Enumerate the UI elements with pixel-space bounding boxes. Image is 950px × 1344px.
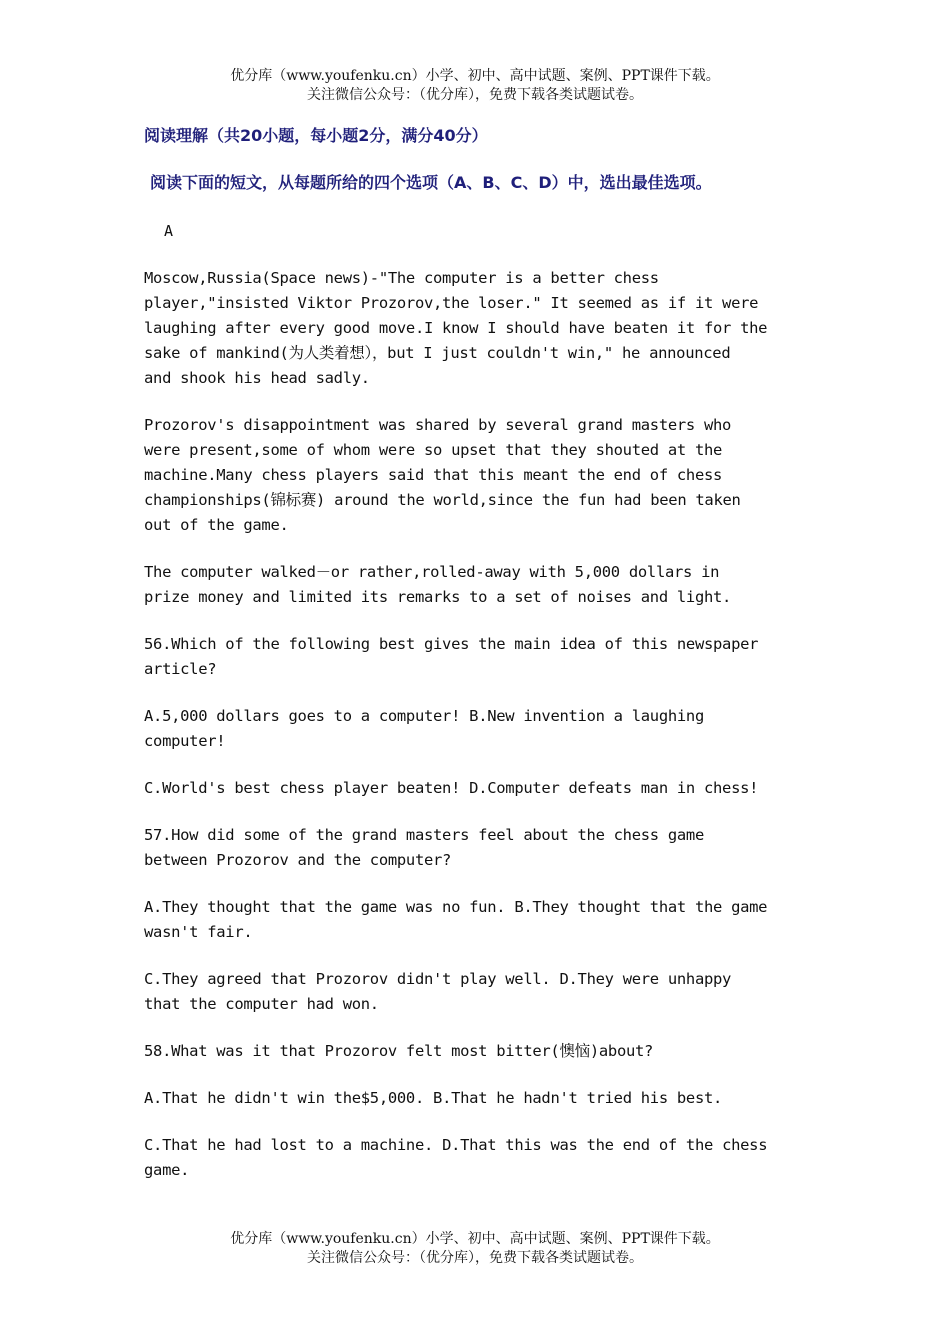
question-56-option-d[interactable]: D.Computer defeats man in chess! (469, 779, 759, 797)
passage-paragraph-3: The computer walked－or rather,rolled-away with 5,000 dollars in prize money and limited its remarks to a set of noises and light. (144, 563, 732, 606)
header-line-2: 关注微信公众号：（优分库），免费下载各类试题试卷。 (307, 87, 643, 103)
page-header (0, 67, 950, 105)
question-58-text: 58.What was it that Prozorov felt most bitter(懊恼)about? (144, 1042, 654, 1060)
question-57-options-cd (144, 967, 824, 1017)
question-57-option-b[interactable]: B.They thought that the game wasn't fair. (144, 898, 768, 941)
question-58-options-ab (144, 1086, 824, 1111)
question-56-options-cd (144, 776, 824, 801)
document-body (144, 124, 824, 1183)
footer-line-2: 关注微信公众号：（优分库），免费下载各类试题试卷。 (307, 1250, 643, 1266)
question-57-option-d[interactable]: D.They were unhappy that the computer had won. (144, 970, 732, 1013)
question-58-option-a[interactable]: A.That he didn't win the$5,000. (144, 1089, 424, 1107)
question-56-option-b[interactable]: B.New invention a laughing computer! (144, 707, 704, 750)
passage-paragraph-1: Moscow,Russia(Space news)-"The computer is a better chess player,"insisted Viktor Prozorov,the loser." It seemed as if it were laughing after every good move.I know I should have beaten it for the sake of mankind(为人类着想），but I just couldn't win," he announced and shook his head sadly. (144, 269, 768, 387)
footer-line-1: 优分库（www.youfenku.cn）小学、初中、高中试题、案例、PPT课件下载。 (230, 1231, 720, 1247)
question-56-option-a[interactable]: A.5,000 dollars goes to a computer! (144, 707, 461, 725)
question-58-options-cd (144, 1133, 824, 1183)
passage-label: A (164, 222, 174, 240)
question-58-option-c[interactable]: C.That he had lost to a machine. (144, 1136, 434, 1154)
question-56-option-c[interactable]: C.World's best chess player beaten! (144, 779, 461, 797)
question-58-option-d[interactable]: D.That this was the end of the chess game. (144, 1136, 768, 1179)
question-57-options-ab (144, 895, 824, 945)
header-line-1: 优分库（www.youfenku.cn）小学、初中、高中试题、案例、PPT课件下载。 (230, 68, 720, 84)
question-58-option-b[interactable]: B.That he hadn't tried his best. (433, 1089, 723, 1107)
section-title: 阅读理解（共20小题，每小题2分，满分40分） (144, 126, 488, 145)
question-56-options-ab (144, 704, 824, 754)
question-57-text: 57.How did some of the grand masters feel about the chess game between Prozorov and the computer? (144, 826, 704, 869)
page-footer (0, 1230, 950, 1268)
question-56-text: 56.Which of the following best gives the main idea of this newspaper article? (144, 635, 759, 678)
question-57-option-c[interactable]: C.They agreed that Prozorov didn't play well. (144, 970, 551, 988)
question-57-option-a[interactable]: A.They thought that the game was no fun. (144, 898, 506, 916)
section-instruction: 阅读下面的短文，从每题所给的四个选项（A、B、C、D）中，选出最佳选项。 (150, 173, 712, 192)
passage-paragraph-2: Prozorov's disappointment was shared by several grand masters who were present,some of whom were so upset that they shouted at the machine.Many chess players said that this meant the end of chess championships(锦标赛) around the world,since the fun had been taken out of the game. (144, 416, 741, 534)
